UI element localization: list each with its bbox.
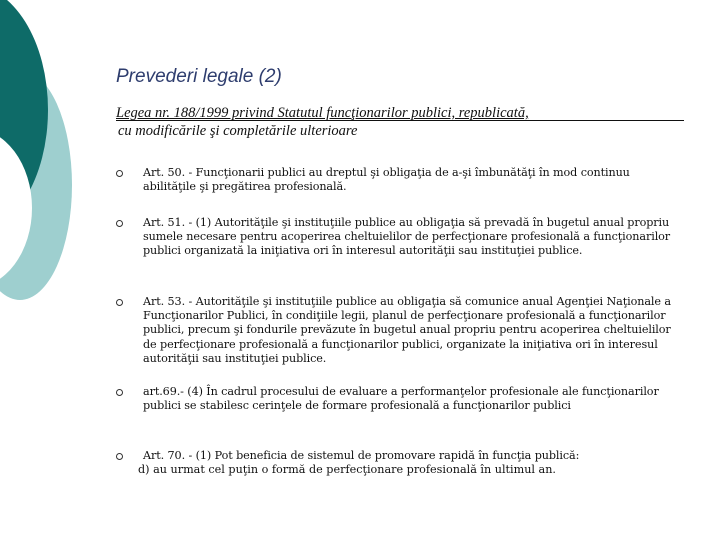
list-item-art-69 — [116, 385, 686, 413]
bullet-icon — [116, 220, 123, 227]
bullet-icon — [116, 389, 123, 396]
list-item-text: Art. 70. - (1) Pot beneficia de sistemul de promovare rapidă în funcţia publică: — [143, 449, 580, 462]
list-item-art-50 — [116, 166, 686, 194]
subtitle-line-1: Legea nr. 188/1999 privind Statutul funcţionarilor publici, republicată, — [116, 105, 529, 121]
bullet-icon — [116, 170, 123, 177]
list-item-art-53 — [116, 295, 686, 366]
list-item-text: Art. 51. - (1) Autorităţile şi instituţiile publice au obligaţia să prevadă în bugetul anual propriu sumele necesare pentru acoperirea cheltuielilor de perfecţionare profesională a funcţionarilor publici organizată la iniţiativa ori în interesul autorităţii sau instituţiei publice. — [143, 216, 671, 258]
slide-title: Prevederi legale (2) — [116, 66, 282, 87]
list-item-text: Art. 53. - Autorităţile şi instituţiile publice au obligaţia să comunice anual Agenţiei Naţionale a Funcţionarilor Publici, în condiţiile legii, planul de perfecţionare profesională a funcţionarilor publici, precum şi fondurile prevăzute în bugetul anual propriu pentru acoperirea cheltuielilor de perfecţionare profesională a funcţionarilor publici, organizate la iniţiativa ori în interesul autorităţii sau instituţiei publice. — [143, 295, 671, 365]
slide-subtitle — [116, 104, 684, 140]
list-item-text: art.69.- (4) În cadrul procesului de evaluare a performanţelor profesionale ale funcţionarilor publici se stabilesc cerinţele de formare profesională a funcţionarilor publici — [143, 385, 659, 413]
subtitle-rule — [116, 120, 684, 121]
list-item-art-70 — [116, 449, 686, 477]
decorative-circles — [0, 0, 110, 300]
list-item-text: Art. 50. - Funcţionarii publici au dreptul şi obligaţia de a-şi îmbunătăţi în mod continuu abilităţile şi pregătirea profesională. — [143, 166, 630, 194]
bullet-icon — [116, 299, 123, 306]
list-item-art-51 — [116, 216, 686, 259]
list-item-subtext: d) au urmat cel puţin o formă de perfecţionare profesională în ultimul an. — [138, 463, 556, 477]
subtitle-line-2: cu modificările şi completările ulterioare — [118, 123, 358, 139]
bullet-icon — [116, 453, 123, 460]
